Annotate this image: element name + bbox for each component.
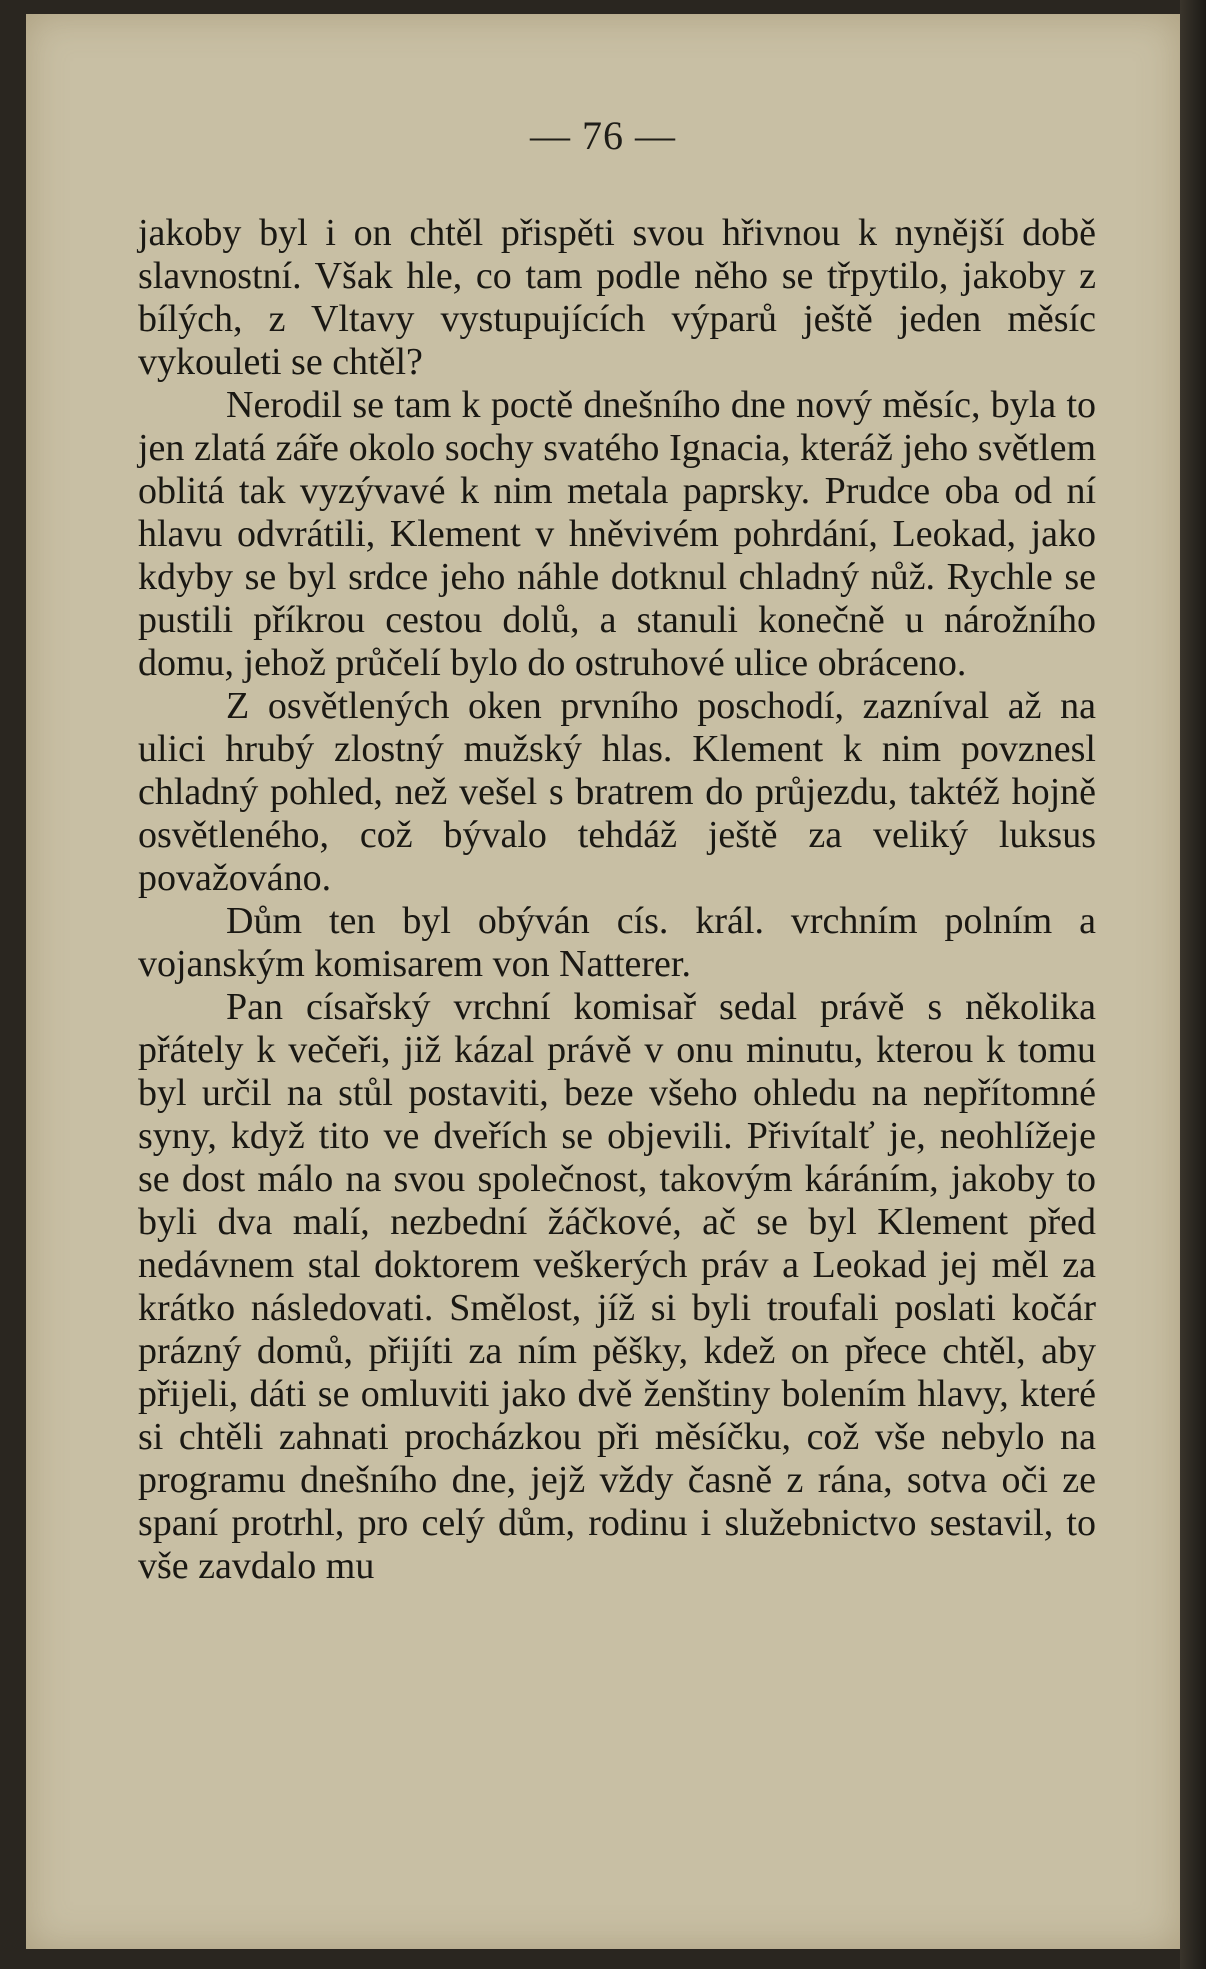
paragraph-4: Dům ten byl obýván cís. král. vrchním polním a vojanským komisarem von Natterer. <box>138 900 1096 985</box>
body-text <box>138 212 1096 1588</box>
paragraph-3: Z osvětlených oken prvního poschodí, zazníval až na ulici hrubý zlostný mužský hlas. Klement k nim povznesl chladný pohled, než vešel s bratrem do průjezdu, taktéž hojně osvětleného, což bývalo tehdáž ještě za veliký luksus považováno. <box>138 685 1096 899</box>
page-number: — 76 — <box>530 113 676 158</box>
book-page <box>26 14 1180 1949</box>
paragraph-5: Pan císařský vrchní komisař sedal právě s několika přátely k večeři, již kázal právě v onu minutu, kterou k tomu byl určil na stůl postaviti, beze všeho ohledu na nepřítomné syny, když tito ve dveřích se objevili. Přivítalť je, neohlížeje se dost málo na svou společnost, takovým káráním, jakoby to byli dva malí, nezbední žáčkové, ač se byl Klement před nedávnem stal doktorem veškerých práv a Leokad jej měl za krátko následovati. Smělost, jíž si byli troufali poslati kočár prázný domů, přijíti za ním pěšky, kdež on přece chtěl, aby přijeli, dáti se omluviti jako dvě ženštiny bolením hlavy, které si chtěli zahnati procházkou při měsíčku, což vše nebylo na programu dnešního dne, jejž vždy časně z rána, sotva oči ze spaní protrhl, pro celý dům, rodinu i služebnictvo sestavil, to vše zavdalo mu <box>138 986 1096 1587</box>
page-edge <box>1180 0 1206 1969</box>
paragraph-1: jakoby byl i on chtěl přispěti svou hřivnou k nynější době slavnostní. Však hle, co tam podle něho se třpytilo, jakoby z bílých, z Vltavy vystupujících výparů ještě jeden měsíc vykouleti se chtěl? <box>138 212 1096 383</box>
paragraph-2: Nerodil se tam k poctě dnešního dne nový měsíc, byla to jen zlatá záře okolo sochy svatého Ignacia, kteráž jeho světlem oblitá tak vyzývavé k nim metala paprsky. Prudce oba od ní hlavu odvrátili, Klement v hněvivém pohrdání, Leokad, jako kdyby se byl srdce jeho náhle dotknul chladný nůž. Rychle se pustili příkrou cestou dolů, a stanuli konečně u nárožního domu, jehož průčelí bylo do ostruhové ulice obráceno. <box>138 384 1096 684</box>
